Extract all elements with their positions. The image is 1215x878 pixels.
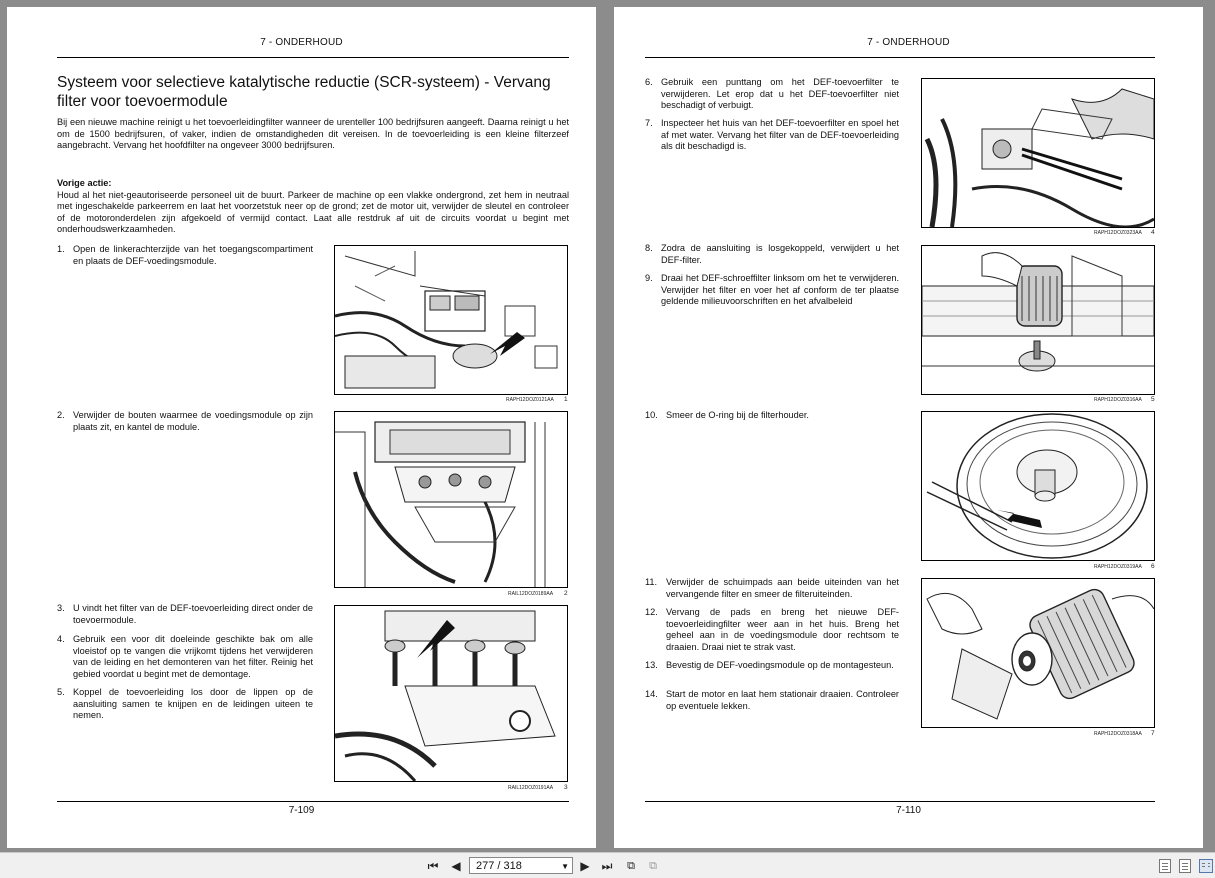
step-number: 7. [645,118,653,128]
step-text: Gebruik een voor dit doeleinde geschikte bak om alle vloeistof op te vangen die vrijkomt tijdens het verwijderen van de leiding en het demonteren van het filter. Reinig het gebied voordat u begint met de demontage. [73,634,313,679]
step-text: Koppel de toevoerleiding los door de lippen op de aansluiting samen te knijpen en de leidingen uiteen te nemen. [73,687,313,720]
step-5 [57,687,315,727]
step-2 [57,410,315,450]
continuous-view-icon[interactable] [1179,859,1191,873]
figure-6-o-ring-lubrication [921,411,1155,561]
prior-action-text: Houd al het niet-geautoriseerde personeel uit de buurt. Parkeer de machine op een vlakke ondergrond, zet hem in neutraal met ingeschakelde parkeerrem en laat het voorzetstuk neer op de grond; zet de motor uit, verwijder de sleutel en controleer of de motoronderdelen zijn afgekoeld of vermijd contact. Laat alle restdruk af uit de circuits voordat u begint met onderhoudswerkzaamheden. [57,189,569,234]
footer-rule [645,801,1155,802]
figure-6-code: RAPH12DOZ0319AA [1094,564,1142,570]
prior-action [57,178,569,236]
step-4 [57,634,315,684]
step-text: Open de linkerachterzijde van het toegangscompartiment en plaats de DEF-voedingsmodule. [73,244,313,266]
figure-3-illustration [335,606,567,781]
step-number: 12. [645,607,658,617]
step-text: Inspecteer het huis van het DEF-toevoerfilter en spoel het af met water. Vervang het filter van de DEF-toevoerleiding als dit beschadigd is. [661,118,899,151]
figure-4-number: 4 [1151,229,1155,236]
page-header: 7 - ONDERHOUD [867,37,950,48]
step-number: 11. [645,577,658,587]
step-number: 9. [645,273,653,283]
figure-3-number: 3 [564,784,568,791]
step-8 [645,243,901,269]
figure-5-number: 5 [1151,396,1155,403]
intro-paragraph: Bij een nieuwe machine reinigt u het toevoerleidingfilter wanneer de urenteller 100 bedrijfsuren aangeeft. Daarna reinigt u het om de 1500 bedrijfsuren, of vaker, indien de omstandigheden dit vereisen. In de toevoerleiding is een kleine filterzeef aangebracht. Vervang het hoofdfilter na ongeveer 3000 bedrijfsuren. [57,117,569,150]
step-6 [645,77,901,113]
figure-4-code: RAPH12DOZ0323AA [1094,230,1142,236]
step-text: Draai het DEF-schroeffilter linksom om het te verwijderen. Verwijder het filter en voer het af conform de ter plaatse geldende milieuvoorschriften en het afvalbeleid [661,273,899,306]
figure-3-code: RAIL12DOZ0191AA [508,785,554,791]
figure-2-number: 2 [564,590,568,597]
figure-5-filter-unscrew [921,245,1155,395]
figure-3-feed-line-filter [334,605,568,782]
figure-7-number: 7 [1151,730,1155,737]
step-number: 10. [645,410,658,420]
figure-1-engine-compartment [334,245,568,395]
step-text: Start de motor en laat hem stationair draaien. Controleer op eventuele lekken. [666,689,899,711]
figure-1-code: RAPH12DOZ0121AA [506,397,554,403]
footer-rule [57,801,569,802]
figure-1-illustration [335,246,567,394]
step-number: 3. [57,603,65,613]
chevron-down-icon[interactable]: ▼ [561,862,569,871]
rotate-view-icon[interactable]: ⧉ [627,860,635,872]
figure-6-number: 6 [1151,563,1155,570]
page-number: 7-110 [896,805,921,816]
first-page-icon[interactable]: ⏮ [427,859,439,873]
step-7 [645,118,901,154]
step-3 [57,603,315,629]
page-selector[interactable] [469,857,573,874]
step-number: 6. [645,77,653,87]
page-indicator: 277 / 318 [476,860,522,872]
figure-2-illustration [335,412,567,587]
step-14 [645,689,901,715]
header-rule [645,57,1155,58]
step-number: 14. [645,689,658,699]
step-text: Zodra de aansluiting is losgekoppeld, verwijdert u het DEF-filter. [661,243,899,265]
next-page-icon[interactable]: ▶ [580,859,590,873]
step-text: Verwijder de schuimpads aan beide uiteinden van het vervangende filter en smeer de filteruiteinden. [666,577,899,599]
figure-4-pliers-removal [921,78,1155,228]
step-13 [645,660,901,686]
step-text: Verwijder de bouten waarmee de voedingsmodule op zijn plaats zit, en kantel de module. [73,410,313,432]
page-header: 7 - ONDERHOUD [260,37,343,48]
step-number: 13. [645,660,658,670]
step-number: 8. [645,243,653,253]
figure-4-illustration [922,79,1154,227]
figure-2-module-tilt [334,411,568,588]
viewer-toolbar [0,852,1215,878]
figure-7-code: RAPH12DOZ0318AA [1094,731,1142,737]
step-number: 1. [57,244,65,254]
step-text: Smeer de O-ring bij de filterhouder. [666,410,809,420]
prior-action-label: Vorige actie: [57,178,112,188]
figure-7-illustration [922,579,1154,727]
step-number: 4. [57,634,65,644]
figure-5-code: RAPH12DOZ0316AA [1094,397,1142,403]
last-page-icon[interactable]: ⏭ [601,859,613,873]
step-9 [645,273,901,309]
step-text: Vervang de pads en breng het nieuwe DEF-toevoerleidingfilter weer aan in het huis. Breng het geheel aan in de voedingsmodule door rechtsom te draaien. Draai niet te strak vast. [666,607,899,652]
single-page-view-icon[interactable] [1159,859,1171,873]
figure-7-new-filter [921,578,1155,728]
figure-2-code: RAIL12DOZ0189AA [508,591,554,597]
figure-6-illustration [922,412,1154,560]
figure-1-number: 1 [564,396,568,403]
step-10 [645,410,901,424]
page-number: 7-109 [288,805,315,816]
step-number: 2. [57,410,65,420]
step-11 [645,577,901,603]
left-page [7,7,596,848]
two-page-view-icon[interactable] [1199,859,1213,873]
step-text: Gebruik een punttang om het DEF-toevoerfilter te verwijderen. Let erop dat u het DEF-toevoerfilter niet beschadigt of verbuigt. [661,77,899,110]
header-rule [57,57,569,58]
step-text: U vindt het filter van de DEF-toevoerleiding direct onder de toevoermodule. [73,603,313,625]
step-text: Bevestig de DEF-voedingsmodule op de montagesteun. [666,660,894,670]
step-1 [57,244,315,284]
section-title: Systeem voor selectieve katalytische reductie (SCR-systeem) - Vervang filter voor toevoermodule [57,74,551,110]
figure-5-illustration [922,246,1154,394]
copy-page-icon[interactable]: ⧉ [649,860,657,872]
step-number: 5. [57,687,65,697]
step-12 [645,607,901,655]
right-page [614,7,1203,848]
previous-page-icon[interactable]: ◀ [451,859,461,873]
